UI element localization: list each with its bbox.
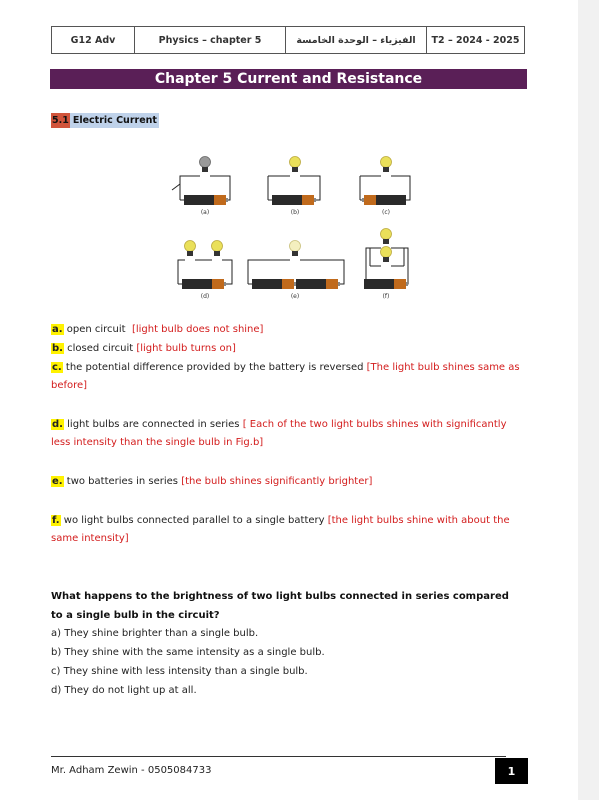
bulb-bright-icon xyxy=(290,241,301,257)
header-term: T2 – 2024 - 2025 xyxy=(431,34,520,46)
bulb-on-icon xyxy=(381,247,392,263)
section-heading xyxy=(51,110,159,130)
option-b: b) They shine with the same intensity as a single bulb. xyxy=(51,647,325,658)
note-text: wo light bulbs connected parallel to a single battery xyxy=(63,515,325,526)
figure-label-c: (c) xyxy=(382,209,390,216)
bulb-on-icon xyxy=(212,241,223,257)
note-answer: [light bulb turns on] xyxy=(136,343,236,354)
figure-label-b: (b) xyxy=(290,209,300,216)
section-title: Electric Current xyxy=(70,113,159,128)
note-letter: f. xyxy=(52,515,60,526)
figure-label-a: (a) xyxy=(200,209,210,216)
note-answer: [ Each of the two light bulbs shines with significantly less intensity than the single bulb in Fig.b] xyxy=(51,419,507,448)
note-text: the potential difference provided by the battery is reversed xyxy=(65,362,364,373)
note-e xyxy=(51,473,521,491)
bulb-on-icon xyxy=(290,157,301,173)
figure-label-f: (f) xyxy=(382,293,390,300)
battery-icon xyxy=(184,195,228,205)
note-answer: [The light bulb shines same as before] xyxy=(51,362,520,391)
note-d xyxy=(51,416,521,452)
option-c: c) They shine with less intensity than a single bulb. xyxy=(51,666,308,677)
header-arabic-subject: الفيزياء – الوحدة الخامسة xyxy=(286,27,427,53)
note-b xyxy=(51,340,236,358)
note-letter: e. xyxy=(52,476,63,487)
note-letter: c. xyxy=(52,362,62,373)
battery-icon xyxy=(296,279,340,289)
option-a: a) They shine brighter than a single bulb. xyxy=(51,628,259,639)
note-text: light bulbs are connected in series xyxy=(67,419,240,430)
footer-divider xyxy=(51,756,506,757)
footer-author: Mr. Adham Zewin - 0505084733 xyxy=(51,765,212,776)
header-table xyxy=(51,26,525,54)
note-letter: b. xyxy=(52,343,63,354)
figure-label-d: (d) xyxy=(200,293,210,300)
note-letter: d. xyxy=(52,419,63,430)
bulb-off-icon xyxy=(200,157,211,173)
bulb-on-icon xyxy=(381,157,392,173)
section-number: 5.1 xyxy=(52,114,69,126)
note-f xyxy=(51,512,525,548)
circuit-diagrams-figure xyxy=(160,148,420,308)
note-a xyxy=(51,321,263,339)
note-answer: [the light bulbs shine with about the same intensity] xyxy=(51,515,510,544)
question-text: What happens to the brightness of two light bulbs connected in series compared to a single bulb in the circuit? xyxy=(51,591,509,621)
note-c xyxy=(51,359,521,395)
note-answer: [light bulb does not shine] xyxy=(131,324,264,335)
page-number: 1 xyxy=(495,758,528,784)
figure-label-e: (e) xyxy=(290,293,300,300)
header-subject: Physics – chapter 5 xyxy=(135,27,286,53)
note-answer: [the bulb shines significantly brighter] xyxy=(181,476,373,487)
side-margin-strip xyxy=(578,0,599,800)
battery-icon xyxy=(252,279,296,289)
note-text: open circuit xyxy=(66,324,126,335)
bulb-on-icon xyxy=(381,229,392,245)
battery-icon xyxy=(272,195,316,205)
bulb-on-icon xyxy=(185,241,196,257)
note-letter: a. xyxy=(52,324,63,335)
battery-reversed-icon xyxy=(362,195,406,205)
option-d: d) They do not light up at all. xyxy=(51,685,197,696)
note-text: closed circuit xyxy=(67,343,134,354)
note-text: two batteries in series xyxy=(66,476,178,487)
header-grade: G12 Adv xyxy=(52,27,135,53)
chapter-title-banner: Chapter 5 Current and Resistance xyxy=(50,69,527,89)
battery-icon xyxy=(364,279,408,289)
battery-icon xyxy=(182,279,226,289)
